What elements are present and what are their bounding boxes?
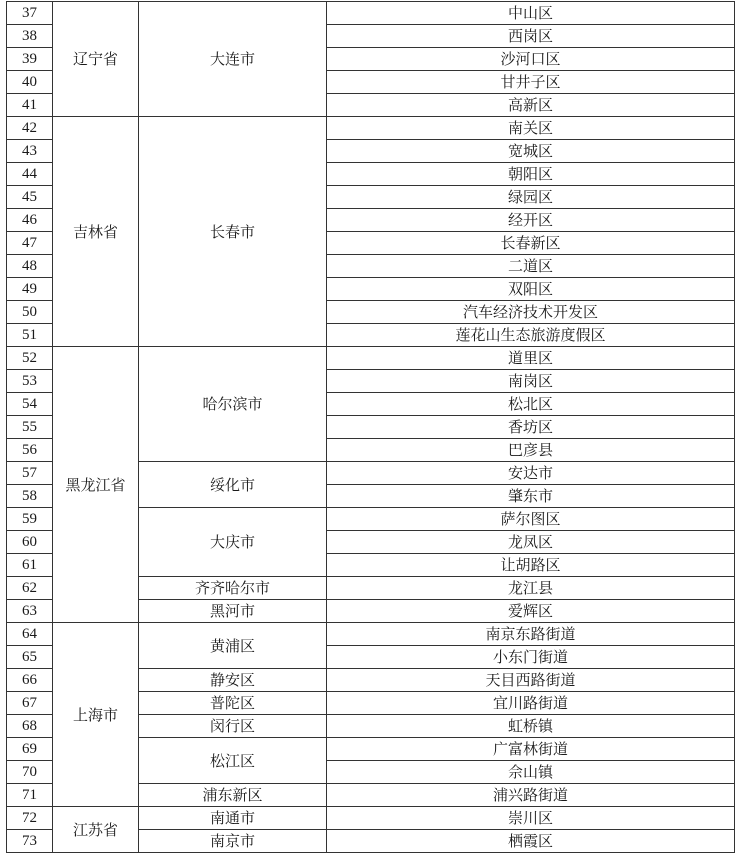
district-cell: 汽车经济技术开发区 (327, 301, 735, 324)
row-number: 54 (7, 393, 53, 416)
row-number: 46 (7, 209, 53, 232)
row-number: 66 (7, 669, 53, 692)
row-number: 65 (7, 646, 53, 669)
row-number: 71 (7, 784, 53, 807)
row-number: 39 (7, 48, 53, 71)
district-cell: 广富林街道 (327, 738, 735, 761)
city-cell: 松江区 (139, 738, 327, 784)
province-cell: 江苏省 (53, 807, 139, 853)
row-number: 38 (7, 25, 53, 48)
district-cell: 宽城区 (327, 140, 735, 163)
row-number: 42 (7, 117, 53, 140)
row-number: 57 (7, 462, 53, 485)
district-cell: 宜川路街道 (327, 692, 735, 715)
district-cell: 南岗区 (327, 370, 735, 393)
province-cell: 辽宁省 (53, 2, 139, 117)
district-cell: 爱辉区 (327, 600, 735, 623)
table-row (7, 807, 735, 830)
district-cell: 经开区 (327, 209, 735, 232)
table-row (7, 347, 735, 370)
row-number: 63 (7, 600, 53, 623)
district-cell: 高新区 (327, 94, 735, 117)
province-cell: 上海市 (53, 623, 139, 807)
district-cell: 二道区 (327, 255, 735, 278)
row-number: 43 (7, 140, 53, 163)
city-cell: 绥化市 (139, 462, 327, 508)
row-number: 61 (7, 554, 53, 577)
row-number: 40 (7, 71, 53, 94)
city-cell: 南通市 (139, 807, 327, 830)
district-cell: 肇东市 (327, 485, 735, 508)
district-cell: 龙凤区 (327, 531, 735, 554)
row-number: 62 (7, 577, 53, 600)
row-number: 68 (7, 715, 53, 738)
district-cell: 小东门街道 (327, 646, 735, 669)
row-number: 53 (7, 370, 53, 393)
city-cell: 黑河市 (139, 600, 327, 623)
row-number: 70 (7, 761, 53, 784)
row-number: 51 (7, 324, 53, 347)
table-row (7, 2, 735, 25)
district-cell: 甘井子区 (327, 71, 735, 94)
city-cell: 普陀区 (139, 692, 327, 715)
row-number: 37 (7, 2, 53, 25)
district-cell: 朝阳区 (327, 163, 735, 186)
district-cell: 萨尔图区 (327, 508, 735, 531)
district-cell: 巴彦县 (327, 439, 735, 462)
district-cell: 香坊区 (327, 416, 735, 439)
row-number: 73 (7, 830, 53, 853)
city-cell: 大庆市 (139, 508, 327, 577)
district-cell: 绿园区 (327, 186, 735, 209)
district-cell: 龙江县 (327, 577, 735, 600)
district-cell: 崇川区 (327, 807, 735, 830)
city-cell: 齐齐哈尔市 (139, 577, 327, 600)
district-cell: 栖霞区 (327, 830, 735, 853)
row-number: 48 (7, 255, 53, 278)
row-number: 60 (7, 531, 53, 554)
row-number: 59 (7, 508, 53, 531)
district-cell: 莲花山生态旅游度假区 (327, 324, 735, 347)
row-number: 50 (7, 301, 53, 324)
city-cell: 南京市 (139, 830, 327, 853)
city-cell: 闵行区 (139, 715, 327, 738)
district-cell: 浦兴路街道 (327, 784, 735, 807)
city-cell: 哈尔滨市 (139, 347, 327, 462)
district-cell: 安达市 (327, 462, 735, 485)
district-cell: 西岗区 (327, 25, 735, 48)
city-cell: 静安区 (139, 669, 327, 692)
district-cell: 让胡路区 (327, 554, 735, 577)
row-number: 49 (7, 278, 53, 301)
row-number: 67 (7, 692, 53, 715)
district-cell: 沙河口区 (327, 48, 735, 71)
district-cell: 佘山镇 (327, 761, 735, 784)
row-number: 41 (7, 94, 53, 117)
province-cell: 吉林省 (53, 117, 139, 347)
city-cell: 浦东新区 (139, 784, 327, 807)
province-cell: 黑龙江省 (53, 347, 139, 623)
row-number: 45 (7, 186, 53, 209)
district-table-body (7, 2, 735, 853)
city-cell: 长春市 (139, 117, 327, 347)
district-cell: 中山区 (327, 2, 735, 25)
row-number: 44 (7, 163, 53, 186)
district-cell: 长春新区 (327, 232, 735, 255)
row-number: 47 (7, 232, 53, 255)
row-number: 55 (7, 416, 53, 439)
district-cell: 双阳区 (327, 278, 735, 301)
row-number: 69 (7, 738, 53, 761)
city-cell: 黄浦区 (139, 623, 327, 669)
city-cell: 大连市 (139, 2, 327, 117)
table-row (7, 117, 735, 140)
row-number: 72 (7, 807, 53, 830)
district-cell: 松北区 (327, 393, 735, 416)
row-number: 58 (7, 485, 53, 508)
district-cell: 虹桥镇 (327, 715, 735, 738)
table-row (7, 623, 735, 646)
district-table (6, 1, 735, 853)
district-cell: 天目西路街道 (327, 669, 735, 692)
row-number: 56 (7, 439, 53, 462)
row-number: 52 (7, 347, 53, 370)
district-cell: 道里区 (327, 347, 735, 370)
row-number: 64 (7, 623, 53, 646)
district-cell: 南关区 (327, 117, 735, 140)
district-cell: 南京东路街道 (327, 623, 735, 646)
